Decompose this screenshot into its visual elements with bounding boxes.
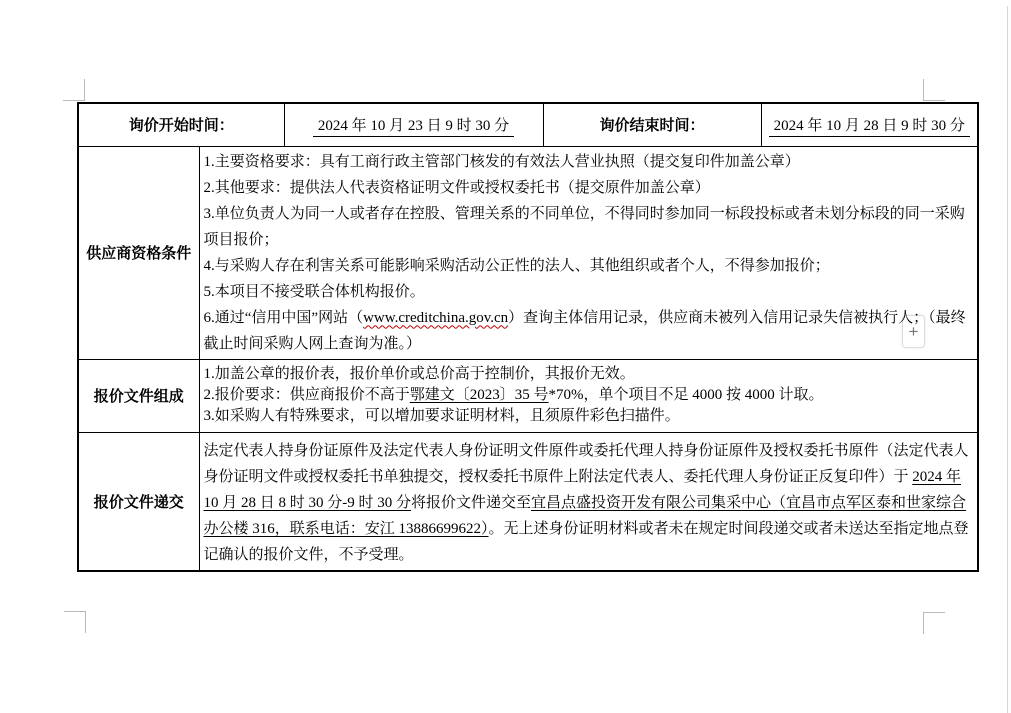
url-text-with-spellcheck: www.creditchina.gov.cn bbox=[363, 309, 509, 326]
paragraph bbox=[204, 385, 973, 406]
table-row-times bbox=[78, 103, 978, 146]
inquiry-start-time-text: 2024 年 10 月 23 日 9 时 30 分 bbox=[313, 118, 514, 137]
text-segment: 1.加盖公章的报价表，报价单价或总价高于控制价，其报价无效。 bbox=[203, 365, 635, 382]
inquiry-notice-table bbox=[77, 102, 979, 572]
text-boundary-mark-top-left bbox=[63, 79, 85, 101]
text-segment: 将报价文件递交至 bbox=[411, 494, 532, 511]
inquiry-end-time-text: 2024 年 10 月 28 日 9 时 30 分 bbox=[769, 118, 970, 137]
text-segment: 宜昌点盛投资开发有限公司集采中心（宜昌市点军区泰和世家综合办公楼 316，联系电话：安江 13886699622） bbox=[203, 494, 967, 537]
paragraph bbox=[204, 175, 973, 201]
inquiry-start-time-value bbox=[284, 103, 543, 146]
text-segment: 3.如采购人有特殊要求，可以增加要求证明材料，且须原件彩色扫描件。 bbox=[203, 407, 680, 424]
table-row-supplier-qualification bbox=[78, 146, 978, 359]
text-segment: 5.本项目不接受联合体机构报价。 bbox=[203, 283, 425, 300]
text-segment: 1.主要资格要求：具有工商行政主管部门核发的有效法人营业执照（提交复印件加盖公章） bbox=[203, 153, 800, 170]
text-segment: 鄂建文〔2023〕35 号 bbox=[409, 386, 549, 403]
text-segment: 。无上述身份证明材料或者未在规定时间段递交或者未送达至指定地点登记确认的报价文件，不予受理。 bbox=[203, 520, 969, 563]
paragraph bbox=[204, 406, 973, 427]
text-boundary-mark-bottom-left bbox=[64, 611, 86, 633]
add-button[interactable]: + bbox=[902, 315, 925, 348]
table-row-quotation-composition bbox=[78, 359, 978, 432]
section-header-quotation-composition: 报价文件组成 bbox=[78, 359, 199, 432]
section-content-quotation-submission bbox=[199, 432, 978, 571]
right-panel-divider bbox=[1007, 6, 1008, 713]
paragraph bbox=[204, 201, 973, 253]
text-boundary-mark-bottom-right bbox=[923, 612, 945, 634]
inquiry-start-time-label: 询价开始时间： bbox=[78, 103, 284, 146]
paragraph bbox=[204, 305, 973, 357]
table-row-quotation-submission bbox=[78, 432, 978, 571]
text-segment: *70%，单个项目不足 4000 按 4000 计取。 bbox=[548, 386, 824, 403]
inquiry-end-time-label: 询价结束时间： bbox=[543, 103, 761, 146]
section-header-supplier-qualification: 供应商资格条件 bbox=[78, 146, 199, 359]
text-segment: 4.与采购人存在利害关系可能影响采购活动公正性的法人、其他组织或者个人，不得参加报价； bbox=[203, 257, 830, 274]
paragraph bbox=[204, 279, 973, 305]
text-segment: 2.其他要求：提供法人代表资格证明文件或授权委托书（提交原件加盖公章） bbox=[203, 179, 710, 196]
section-content-supplier-qualification bbox=[199, 146, 978, 359]
text-segment: 2.报价要求：供应商报价不高于 bbox=[203, 386, 410, 403]
text-segment: 法定代表人持身份证原件及法定代表人身份证明文件原件或委托代理人持身份证原件及授权委托书原件（法定代表人身份证明文件或授权委托书单独提交，授权委托书原件上附法定代表人、委托代理人身份证正反复印件）于 bbox=[203, 442, 969, 485]
text-segment: ）查询主体信用记录，供应商未被列入信用记录失信被执行人；（最终截止时间采购人网上查询为准。） bbox=[203, 309, 966, 352]
section-content-quotation-composition bbox=[199, 359, 978, 432]
paragraph bbox=[204, 438, 973, 568]
paragraph bbox=[204, 364, 973, 385]
text-segment: 6.通过“信用中国”网站（ bbox=[203, 309, 364, 326]
text-segment: 2024 年 10 月 28 日 8 时 30 分-9 时 30 分 bbox=[203, 468, 962, 511]
paragraph bbox=[204, 149, 973, 175]
inquiry-end-time-value bbox=[761, 103, 978, 146]
text-segment: 3.单位负责人为同一人或者存在控股、管理关系的不同单位，不得同时参加同一标段投标或者未划分标段的同一采购项目报价； bbox=[203, 205, 965, 248]
text-boundary-mark-top-right bbox=[923, 79, 945, 101]
paragraph bbox=[204, 253, 973, 279]
section-header-quotation-submission: 报价文件递交 bbox=[78, 432, 199, 571]
